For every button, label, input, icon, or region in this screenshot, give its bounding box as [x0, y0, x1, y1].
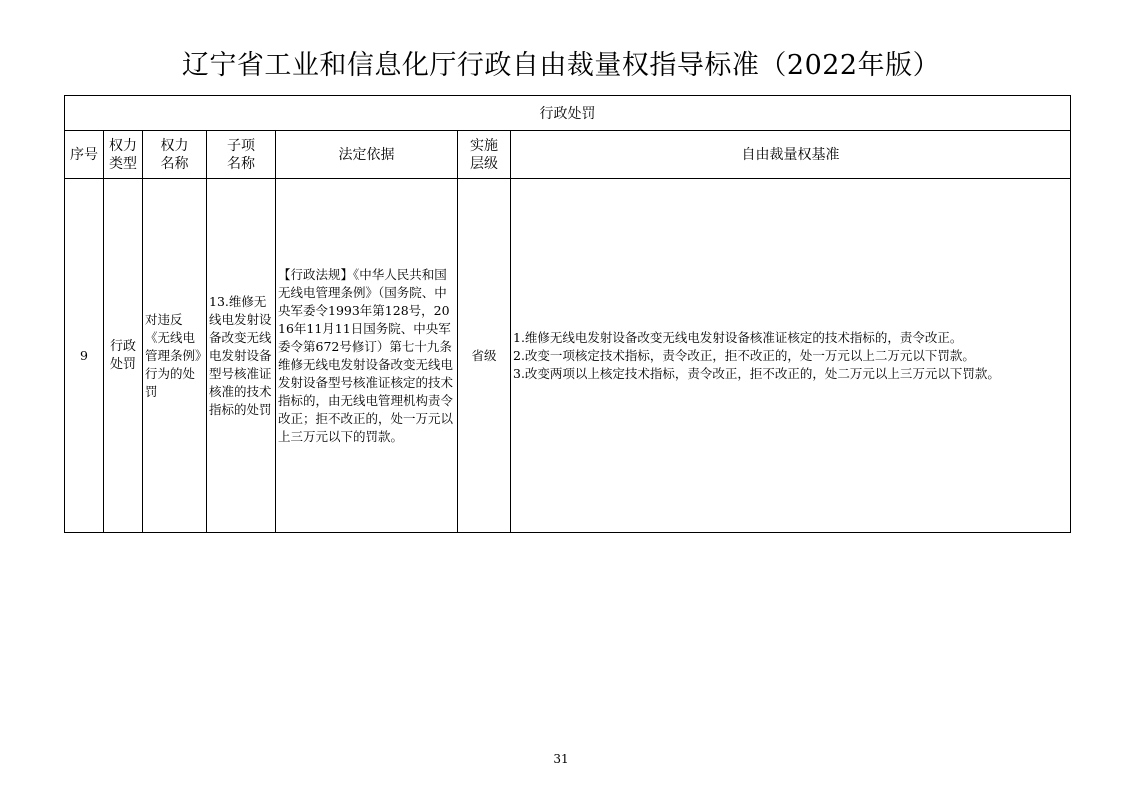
header-level: 实施层级	[458, 131, 511, 179]
discretion-standard-table	[64, 95, 1071, 533]
cell-sub-item: 13.维修无线电发射设备改变无线电发射设备型号核准证核准的技术指标的处罚	[207, 179, 276, 533]
header-seq: 序号	[65, 131, 104, 179]
cell-power-name: 对违反《无线电管理条例》行为的处罚	[143, 179, 207, 533]
table-row	[65, 179, 1071, 533]
cell-standard	[511, 179, 1071, 533]
table-header-row	[65, 131, 1071, 179]
header-power-name: 权力名称	[143, 131, 207, 179]
document-title: 辽宁省工业和信息化厅行政自由裁量权指导标准（2022年版）	[181, 50, 941, 81]
cell-seq: 9	[65, 179, 104, 533]
cell-level: 省级	[458, 179, 511, 533]
standard-item-1: 1.维修无线电发射设备改变无线电发射设备核准证核定的技术指标的，责令改正。	[513, 329, 963, 345]
section-heading: 行政处罚	[65, 96, 1071, 131]
cell-legal-basis: 【行政法规】《中华人民共和国无线电管理条例》（国务院、中央军委令1993年第128号，2016年11月11日国务院、中央军委令第672号修订）第七十九条 维修无线电发射设备改变无线电发射设备型号核准证核定的技术指标的，由无线电管理机构责令改正；拒不改正的，处一万元以上三万元以下的罚款。	[276, 179, 458, 533]
page-number: 31	[553, 752, 569, 766]
header-sub-item: 子项名称	[207, 131, 276, 179]
standard-item-3: 3.改变两项以上核定技术指标，责令改正，拒不改正的，处二万元以上三万元以下罚款。	[513, 365, 1000, 381]
header-power-type: 权力类型	[104, 131, 143, 179]
standard-item-2: 2.改变一项核定技术指标，责令改正，拒不改正的，处一万元以上二万元以下罚款。	[513, 347, 975, 363]
cell-power-type: 行政处罚	[104, 179, 143, 533]
header-standard: 自由裁量权基准	[511, 131, 1071, 179]
header-legal-basis: 法定依据	[276, 131, 458, 179]
